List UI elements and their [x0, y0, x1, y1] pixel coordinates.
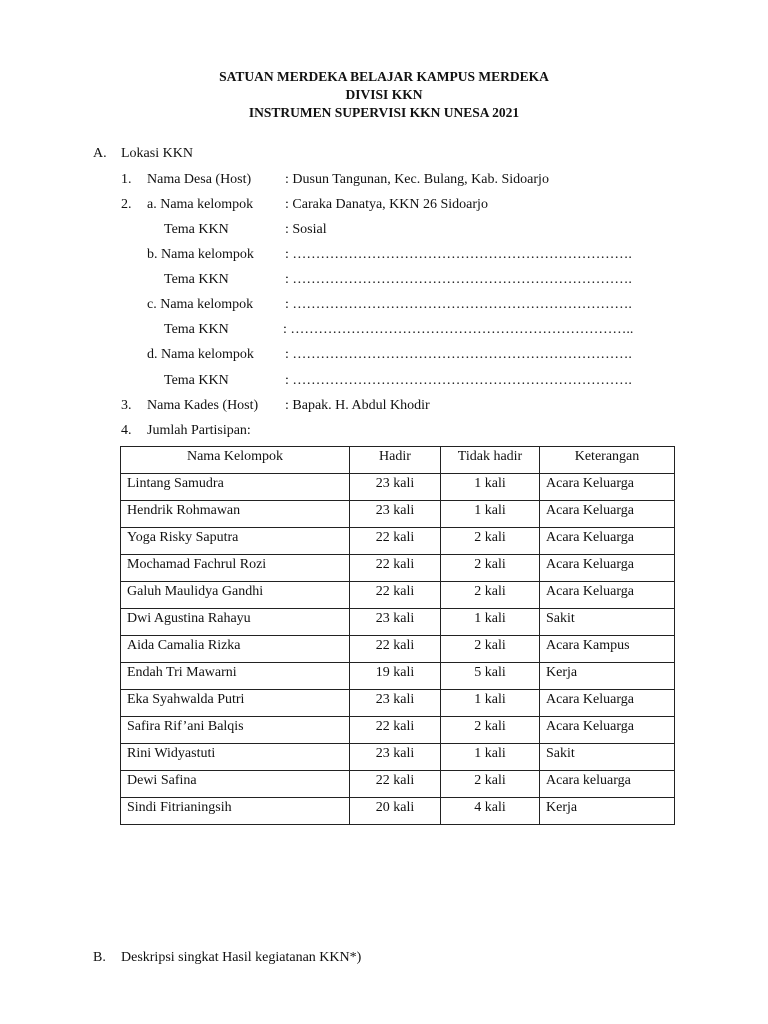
header-tidak-hadir: Tidak hadir [441, 447, 540, 474]
cell-name: Dwi Agustina Rahayu [121, 609, 350, 636]
group-d-tema-value: : ………………………………………………………………. [285, 373, 632, 388]
header-line-2: DIVISI KKN [345, 87, 423, 102]
cell-keterangan: Kerja [540, 663, 675, 690]
cell-tidak-hadir: 2 kali [441, 582, 540, 609]
item-1-number: 1. [121, 172, 132, 187]
group-a-tema-label: Tema KKN [164, 222, 229, 237]
table-row [121, 798, 675, 825]
group-a-label: a. Nama kelompok [147, 197, 254, 212]
group-a-tema-value: : Sosial [285, 222, 327, 237]
cell-keterangan: Acara Keluarga [540, 555, 675, 582]
section-b-marker: B. [93, 950, 106, 965]
item-3-number: 3. [121, 398, 132, 413]
group-a-value: : Caraka Danatya, KKN 26 Sidoarjo [285, 197, 488, 212]
document-header [0, 68, 768, 122]
cell-name: Lintang Samudra [121, 474, 350, 501]
cell-name: Galuh Maulidya Gandhi [121, 582, 350, 609]
header-line-3: INSTRUMEN SUPERVISI KKN UNESA 2021 [248, 105, 520, 120]
cell-hadir: 23 kali [350, 609, 441, 636]
cell-hadir: 22 kali [350, 555, 441, 582]
table-row [121, 609, 675, 636]
section-a-marker: A. [93, 146, 107, 161]
cell-name: Mochamad Fachrul Rozi [121, 555, 350, 582]
cell-tidak-hadir: 4 kali [441, 798, 540, 825]
item-1-value: : Dusun Tangunan, Kec. Bulang, Kab. Sidoarjo [285, 172, 549, 187]
cell-name: Eka Syahwalda Putri [121, 690, 350, 717]
table-row [121, 582, 675, 609]
section-b-title: Deskripsi singkat Hasil kegiatanan KKN*) [121, 950, 362, 965]
cell-name: Rini Widyastuti [121, 744, 350, 771]
cell-name: Aida Camalia Rizka [121, 636, 350, 663]
cell-tidak-hadir: 2 kali [441, 771, 540, 798]
cell-keterangan: Acara Keluarga [540, 501, 675, 528]
cell-tidak-hadir: 2 kali [441, 636, 540, 663]
cell-keterangan: Acara keluarga [540, 771, 675, 798]
participants-table [120, 446, 675, 825]
group-b-value: : ………………………………………………………………. [285, 247, 632, 262]
cell-keterangan: Sakit [540, 609, 675, 636]
table-row [121, 771, 675, 798]
group-c-tema-label: Tema KKN [164, 322, 229, 337]
cell-keterangan: Kerja [540, 798, 675, 825]
group-d-value: : ………………………………………………………………. [285, 347, 632, 362]
cell-hadir: 22 kali [350, 717, 441, 744]
table-row [121, 717, 675, 744]
group-c-tema-value: : ……………………………………………………………….. [283, 322, 634, 337]
group-c-label: c. Nama kelompok [147, 297, 254, 312]
cell-keterangan: Acara Keluarga [540, 528, 675, 555]
cell-hadir: 23 kali [350, 474, 441, 501]
item-2-number: 2. [121, 197, 132, 212]
table-row [121, 474, 675, 501]
cell-name: Sindi Fitrianingsih [121, 798, 350, 825]
group-b-label: b. Nama kelompok [147, 247, 254, 262]
header-nama-kelompok: Nama Kelompok [121, 447, 350, 474]
cell-keterangan: Acara Keluarga [540, 690, 675, 717]
table-header-row [121, 447, 675, 474]
cell-hadir: 22 kali [350, 528, 441, 555]
cell-tidak-hadir: 1 kali [441, 744, 540, 771]
group-c-value: : ………………………………………………………………. [285, 297, 632, 312]
item-4-label: Jumlah Partisipan: [147, 423, 251, 438]
cell-keterangan: Acara Kampus [540, 636, 675, 663]
table-row [121, 555, 675, 582]
cell-tidak-hadir: 5 kali [441, 663, 540, 690]
cell-keterangan: Acara Keluarga [540, 717, 675, 744]
cell-tidak-hadir: 1 kali [441, 609, 540, 636]
cell-tidak-hadir: 1 kali [441, 690, 540, 717]
table-row [121, 690, 675, 717]
header-line-1: SATUAN MERDEKA BELAJAR KAMPUS MERDEKA [219, 69, 549, 84]
cell-keterangan: Acara Keluarga [540, 582, 675, 609]
item-3-label: Nama Kades (Host) [147, 398, 259, 413]
table-row [121, 528, 675, 555]
cell-hadir: 20 kali [350, 798, 441, 825]
table-row [121, 501, 675, 528]
cell-tidak-hadir: 2 kali [441, 717, 540, 744]
cell-name: Safira Rif’ani Balqis [121, 717, 350, 744]
cell-hadir: 22 kali [350, 771, 441, 798]
section-a-title: Lokasi KKN [121, 146, 193, 161]
group-b-tema-value: : ………………………………………………………………. [285, 272, 632, 287]
cell-name: Dewi Safina [121, 771, 350, 798]
cell-hadir: 19 kali [350, 663, 441, 690]
cell-name: Hendrik Rohmawan [121, 501, 350, 528]
group-d-tema-label: Tema KKN [164, 373, 229, 388]
header-hadir: Hadir [350, 447, 441, 474]
table-row [121, 744, 675, 771]
cell-name: Endah Tri Mawarni [121, 663, 350, 690]
group-b-tema-label: Tema KKN [164, 272, 229, 287]
header-keterangan: Keterangan [540, 447, 675, 474]
item-1-label: Nama Desa (Host) [147, 172, 252, 187]
cell-tidak-hadir: 2 kali [441, 555, 540, 582]
table-row [121, 663, 675, 690]
cell-name: Yoga Risky Saputra [121, 528, 350, 555]
cell-hadir: 23 kali [350, 690, 441, 717]
cell-keterangan: Sakit [540, 744, 675, 771]
cell-hadir: 23 kali [350, 744, 441, 771]
cell-hadir: 22 kali [350, 582, 441, 609]
cell-hadir: 23 kali [350, 501, 441, 528]
cell-tidak-hadir: 1 kali [441, 501, 540, 528]
cell-tidak-hadir: 2 kali [441, 528, 540, 555]
item-4-number: 4. [121, 423, 132, 438]
table-row [121, 636, 675, 663]
cell-keterangan: Acara Keluarga [540, 474, 675, 501]
item-3-value: : Bapak. H. Abdul Khodir [285, 398, 430, 413]
group-d-label: d. Nama kelompok [147, 347, 254, 362]
cell-tidak-hadir: 1 kali [441, 474, 540, 501]
cell-hadir: 22 kali [350, 636, 441, 663]
